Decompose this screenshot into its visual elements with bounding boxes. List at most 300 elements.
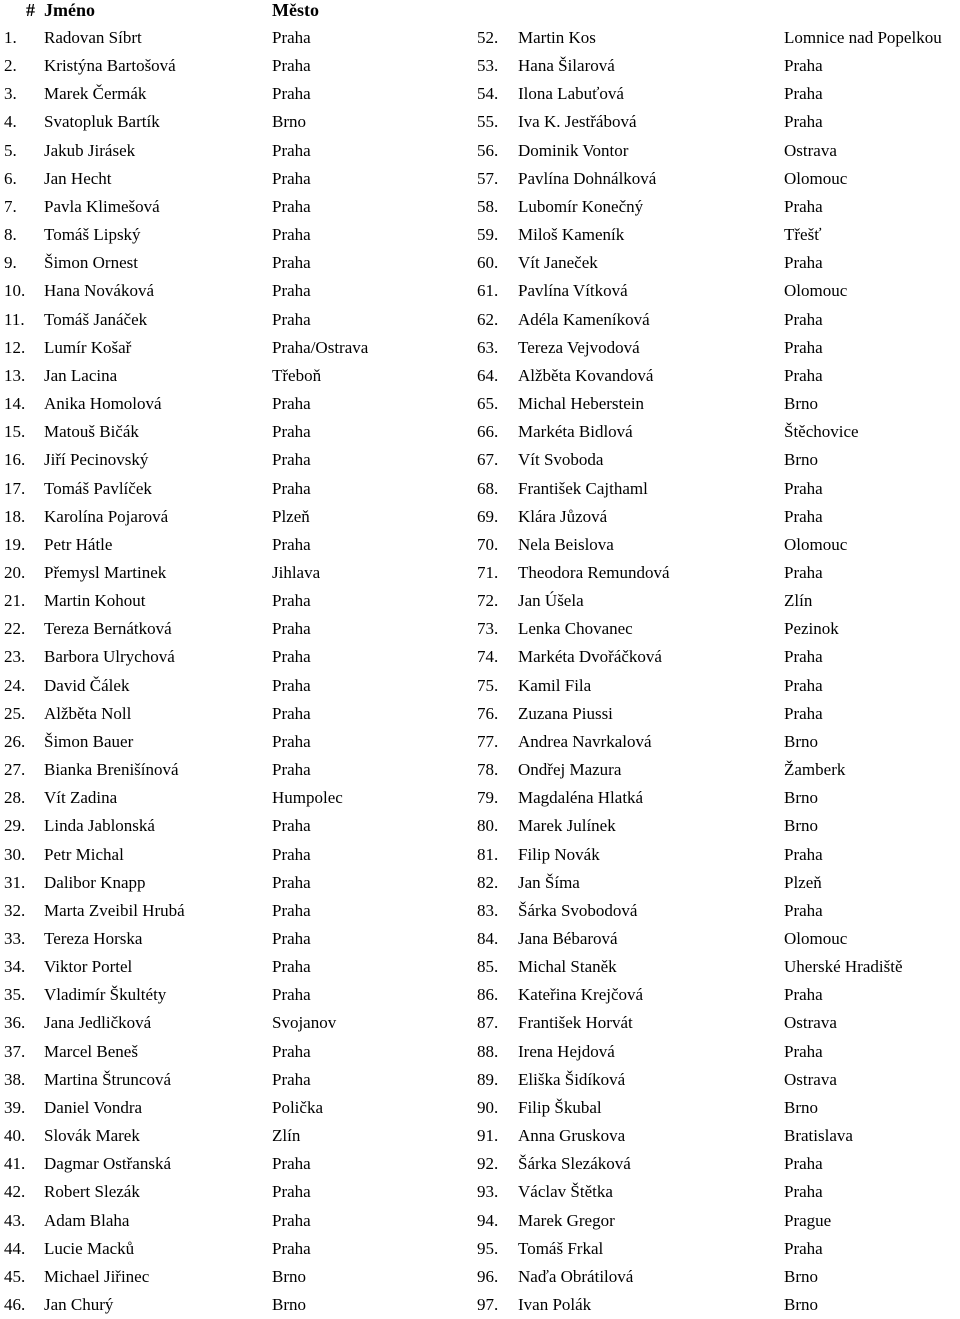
list-item	[0, 1094, 470, 1122]
list-item	[0, 418, 470, 446]
list-item	[474, 108, 960, 136]
list-item	[474, 193, 960, 221]
city-name: Praha	[272, 1069, 311, 1089]
city-name: Praha	[272, 56, 311, 76]
list-item	[0, 277, 470, 305]
person-name: Viktor Portel	[44, 957, 133, 977]
row-number: 45.	[4, 1266, 26, 1286]
city-name: Olomouc	[784, 281, 848, 301]
city-name: Praha	[272, 28, 311, 47]
city-name: Praha	[272, 1041, 311, 1061]
list-item	[474, 221, 960, 249]
list-item	[474, 925, 960, 953]
city-name: Uherské Hradiště	[784, 957, 903, 977]
row-number: 15.	[4, 422, 26, 442]
row-number: 35.	[4, 985, 26, 1005]
person-name: Magdaléna Hlatká	[518, 788, 644, 808]
row-number: 67.	[477, 450, 499, 470]
list-item	[0, 1207, 470, 1235]
row-number: 37.	[4, 1041, 26, 1061]
city-name: Praha	[272, 309, 311, 329]
person-name: Theodora Remundová	[518, 562, 670, 582]
person-name: Petr Hátle	[44, 534, 113, 554]
list-item	[474, 1150, 960, 1178]
city-name: Praha	[784, 478, 823, 498]
row-number: 80.	[477, 816, 499, 836]
list-item	[0, 700, 470, 728]
row-number: 64.	[477, 365, 499, 385]
list-item	[0, 52, 470, 80]
person-name: Ilona Labuťová	[518, 84, 624, 104]
row-number: 9.	[4, 253, 17, 273]
city-name: Praha	[272, 816, 311, 836]
list-item	[474, 728, 960, 756]
person-name: Tereza Bernátková	[44, 619, 172, 639]
city-name: Praha	[784, 1041, 823, 1061]
person-name: Michael Jiřinec	[44, 1266, 150, 1286]
city-name: Praha	[272, 760, 311, 780]
row-number: 68.	[477, 478, 499, 498]
person-name: Tereza Horska	[44, 929, 143, 948]
list-item	[0, 446, 470, 474]
person-name: Pavla Klimešová	[44, 196, 160, 216]
city-name: Praha	[784, 309, 823, 329]
city-name: Pezinok	[784, 619, 839, 639]
header-name: Jméno	[44, 0, 95, 20]
city-name: Praha	[272, 703, 311, 723]
list-item	[0, 784, 470, 812]
city-name: Ostrava	[784, 1069, 837, 1089]
row-number: 87.	[477, 1013, 499, 1033]
row-number: 22.	[4, 619, 26, 639]
row-number: 77.	[477, 731, 499, 751]
city-name: Lomnice nad Popelkou	[784, 28, 942, 47]
person-name: Robert Slezák	[44, 1182, 140, 1202]
person-name: Vít Zadina	[44, 788, 118, 808]
row-number: 52.	[477, 28, 499, 47]
city-name: Olomouc	[784, 929, 848, 948]
city-name: Praha	[272, 1154, 311, 1174]
person-name: Kateřina Krejčová	[518, 985, 644, 1005]
row-number: 39.	[4, 1097, 26, 1117]
row-number: 81.	[477, 844, 499, 864]
list-item	[0, 1038, 470, 1066]
row-number: 3.	[4, 84, 17, 104]
row-number: 78.	[477, 760, 499, 780]
list-item	[474, 306, 960, 334]
city-name: Praha	[272, 450, 311, 470]
city-name: Praha	[272, 929, 311, 948]
row-number: 20.	[4, 562, 26, 582]
list-item	[0, 390, 470, 418]
person-name: Filip Škubal	[518, 1097, 602, 1117]
city-name: Praha	[784, 1182, 823, 1202]
city-name: Humpolec	[272, 788, 343, 808]
city-name: Praha/Ostrava	[272, 337, 369, 357]
city-name: Praha	[272, 478, 311, 498]
city-name: Praha	[784, 703, 823, 723]
list-item	[474, 615, 960, 643]
person-name: Andrea Navrkalová	[518, 731, 652, 751]
list-item	[0, 108, 470, 136]
list-item	[0, 1235, 470, 1263]
list-item	[474, 1235, 960, 1263]
header-number: #	[26, 0, 35, 20]
row-number: 41.	[4, 1154, 26, 1174]
city-name: Žamberk	[784, 760, 846, 780]
row-number: 16.	[4, 450, 26, 470]
list-item	[474, 841, 960, 869]
list-item	[0, 672, 470, 700]
list-item	[474, 475, 960, 503]
person-name: Karolína Pojarová	[44, 506, 169, 526]
city-name: Praha	[272, 84, 311, 104]
list-item	[474, 52, 960, 80]
list-item	[0, 1066, 470, 1094]
row-number: 72.	[477, 591, 499, 611]
row-number: 75.	[477, 675, 499, 695]
list-item	[474, 587, 960, 615]
person-name: Lenka Chovanec	[518, 619, 633, 639]
city-name: Praha	[784, 675, 823, 695]
row-number: 40.	[4, 1126, 26, 1146]
row-number: 74.	[477, 647, 499, 667]
city-name: Praha	[272, 1182, 311, 1202]
person-name: Iva K. Jestřábová	[518, 112, 637, 132]
city-name: Brno	[784, 816, 818, 836]
person-name: Alžběta Noll	[44, 703, 132, 723]
person-name: Lumír Košař	[44, 337, 132, 357]
list-item	[0, 559, 470, 587]
list-item	[474, 80, 960, 108]
list-item	[474, 897, 960, 925]
list-item	[0, 80, 470, 108]
list-item	[474, 1291, 960, 1319]
person-name: Michal Heberstein	[518, 394, 645, 414]
row-number: 57.	[477, 168, 499, 188]
row-number: 88.	[477, 1041, 499, 1061]
list-item	[0, 193, 470, 221]
row-number: 11.	[4, 309, 25, 329]
list-item	[0, 531, 470, 559]
row-number: 25.	[4, 703, 26, 723]
person-name: Svatopluk Bartík	[44, 112, 160, 132]
person-name: Adéla Kameníková	[518, 309, 650, 329]
list-item	[474, 812, 960, 840]
row-number: 4.	[4, 112, 17, 132]
city-name: Štěchovice	[784, 422, 859, 442]
city-name: Praha	[784, 112, 823, 132]
person-name: Filip Novák	[518, 844, 600, 864]
row-number: 19.	[4, 534, 26, 554]
list-item	[474, 1178, 960, 1206]
list-item	[474, 756, 960, 784]
city-name: Praha	[272, 225, 311, 245]
city-name: Praha	[784, 84, 823, 104]
list-item	[474, 784, 960, 812]
city-name: Brno	[784, 1097, 818, 1117]
city-name: Praha	[272, 675, 311, 695]
person-name: Jan Lacina	[44, 365, 118, 385]
person-name: Hana Nováková	[44, 281, 154, 301]
person-name: Petr Michal	[44, 844, 124, 864]
city-name: Praha	[784, 253, 823, 273]
row-number: 33.	[4, 929, 26, 948]
city-name: Praha	[784, 562, 823, 582]
row-number: 92.	[477, 1154, 499, 1174]
row-number: 63.	[477, 337, 499, 357]
person-name: Marta Zveibil Hrubá	[44, 900, 185, 920]
row-number: 26.	[4, 731, 26, 751]
person-name: Vít Janeček	[518, 253, 598, 273]
list-item	[0, 24, 470, 52]
city-name: Polička	[272, 1097, 323, 1117]
list-item	[474, 953, 960, 981]
city-name: Praha	[784, 1238, 823, 1258]
list-item	[0, 1122, 470, 1150]
city-name: Brno	[272, 112, 306, 132]
person-name: Jiří Pecinovský	[44, 450, 149, 470]
list-item	[0, 475, 470, 503]
row-number: 43.	[4, 1210, 26, 1230]
person-name: Václav Štětka	[518, 1182, 613, 1202]
city-name: Praha	[272, 957, 311, 977]
row-number: 69.	[477, 506, 499, 526]
row-number: 90.	[477, 1097, 499, 1117]
list-item	[474, 334, 960, 362]
city-name: Praha	[272, 534, 311, 554]
person-name: Eliška Šidíková	[518, 1069, 626, 1089]
row-number: 71.	[477, 562, 499, 582]
list-item	[474, 249, 960, 277]
person-name: Martin Kos	[518, 28, 596, 47]
city-name: Brno	[784, 1295, 818, 1315]
city-name: Ostrava	[784, 140, 837, 160]
list-item	[0, 925, 470, 953]
row-number: 82.	[477, 872, 499, 892]
person-name: Vít Svoboda	[518, 450, 604, 470]
list-item	[474, 503, 960, 531]
list-item	[0, 334, 470, 362]
row-number: 97.	[477, 1295, 499, 1315]
row-number: 23.	[4, 647, 26, 667]
row-number: 56.	[477, 140, 499, 160]
list-item	[474, 1207, 960, 1235]
person-name: Lucie Macků	[44, 1238, 135, 1258]
city-name: Praha	[272, 731, 311, 751]
list-item	[0, 841, 470, 869]
city-name: Jihlava	[272, 562, 321, 582]
city-name: Praha	[784, 900, 823, 920]
left-column	[0, 24, 470, 1319]
city-name: Prague	[784, 1210, 832, 1230]
row-number: 34.	[4, 957, 26, 977]
person-name: Jan Úšela	[518, 591, 584, 611]
row-number: 65.	[477, 394, 499, 414]
row-number: 89.	[477, 1069, 499, 1089]
person-name: Naďa Obrátilová	[518, 1266, 634, 1286]
person-name: Adam Blaha	[44, 1210, 130, 1230]
person-name: Marcel Beneš	[44, 1041, 138, 1061]
person-name: Tereza Vejvodová	[518, 337, 640, 357]
row-number: 76.	[477, 703, 499, 723]
city-name: Praha	[272, 985, 311, 1005]
person-name: Zuzana Piussi	[518, 703, 613, 723]
list-item	[0, 981, 470, 1009]
row-number: 6.	[4, 168, 17, 188]
list-item	[474, 362, 960, 390]
city-name: Svojanov	[272, 1013, 337, 1033]
row-number: 86.	[477, 985, 499, 1005]
row-number: 17.	[4, 478, 26, 498]
person-name: Marek Gregor	[518, 1210, 615, 1230]
person-name: Slovák Marek	[44, 1126, 140, 1146]
person-name: Jan Churý	[44, 1295, 114, 1315]
person-name: František Cajthaml	[518, 478, 648, 498]
list-item	[0, 503, 470, 531]
list-item	[474, 1009, 960, 1037]
city-name: Olomouc	[784, 534, 848, 554]
list-item	[0, 728, 470, 756]
person-name: Radovan Síbrt	[44, 28, 142, 47]
person-name: Šárka Slezáková	[518, 1154, 631, 1174]
person-name: Irena Hejdová	[518, 1041, 615, 1061]
list-item	[474, 418, 960, 446]
city-name: Praha	[272, 1210, 311, 1230]
row-number: 73.	[477, 619, 499, 639]
list-item	[474, 1038, 960, 1066]
person-name: Barbora Ulrychová	[44, 647, 175, 667]
person-name: Dalibor Knapp	[44, 872, 146, 892]
row-number: 24.	[4, 675, 26, 695]
row-number: 94.	[477, 1210, 499, 1230]
list-item	[474, 700, 960, 728]
list-item	[474, 559, 960, 587]
list-item	[0, 1178, 470, 1206]
city-name: Praha	[784, 506, 823, 526]
person-name: Vladimír Škultéty	[44, 985, 167, 1005]
city-name: Praha	[272, 253, 311, 273]
city-name: Praha	[784, 56, 823, 76]
person-name: Bianka Brenišínová	[44, 760, 179, 780]
person-name: Anna Gruskova	[518, 1126, 626, 1146]
row-number: 1.	[4, 28, 17, 47]
person-name: Anika Homolová	[44, 394, 162, 414]
person-name: Tomáš Frkal	[518, 1238, 604, 1258]
person-name: František Horvát	[518, 1013, 633, 1033]
person-name: Přemysl Martinek	[44, 562, 167, 582]
list-item	[0, 1009, 470, 1037]
person-name: Tomáš Janáček	[44, 309, 148, 329]
person-name: Klára Jůzová	[518, 506, 608, 526]
person-name: Michal Staněk	[518, 957, 617, 977]
list-item	[0, 1150, 470, 1178]
list-item	[474, 1122, 960, 1150]
row-number: 30.	[4, 844, 26, 864]
city-name: Třeboň	[272, 365, 322, 385]
row-number: 10.	[4, 281, 26, 301]
city-name: Praha	[784, 196, 823, 216]
person-name: Markéta Bidlová	[518, 422, 633, 442]
list-item	[474, 869, 960, 897]
row-number: 12.	[4, 337, 26, 357]
city-name: Praha	[272, 281, 311, 301]
city-name: Bratislava	[784, 1126, 853, 1146]
row-number: 28.	[4, 788, 26, 808]
city-name: Praha	[272, 844, 311, 864]
row-number: 44.	[4, 1238, 26, 1258]
list-item	[474, 1263, 960, 1291]
row-number: 84.	[477, 929, 499, 948]
list-item	[474, 643, 960, 671]
person-name: David Čálek	[44, 675, 130, 695]
city-name: Brno	[784, 450, 818, 470]
row-number: 96.	[477, 1266, 499, 1286]
list-item	[474, 390, 960, 418]
city-name: Brno	[272, 1266, 306, 1286]
row-number: 27.	[4, 760, 26, 780]
person-name: Kristýna Bartošová	[44, 56, 176, 76]
person-name: Tomáš Lipský	[44, 225, 141, 245]
row-number: 60.	[477, 253, 499, 273]
row-number: 79.	[477, 788, 499, 808]
person-name: Tomáš Pavlíček	[44, 478, 152, 498]
person-name: Martin Kohout	[44, 591, 146, 611]
city-name: Brno	[784, 1266, 818, 1286]
person-name: Daniel Vondra	[44, 1097, 143, 1117]
list-item	[0, 249, 470, 277]
row-number: 7.	[4, 196, 17, 216]
right-column	[474, 24, 960, 1319]
city-name: Plzeň	[784, 872, 822, 892]
city-name: Praha	[784, 337, 823, 357]
person-name: Linda Jablonská	[44, 816, 155, 836]
list-item	[0, 1291, 470, 1319]
person-name: Markéta Dvořáčková	[518, 647, 662, 667]
list-item	[0, 953, 470, 981]
person-name: Hana Šilarová	[518, 56, 615, 76]
city-name: Praha	[272, 872, 311, 892]
row-number: 18.	[4, 506, 26, 526]
city-name: Praha	[272, 140, 311, 160]
city-name: Praha	[272, 422, 311, 442]
city-name: Praha	[272, 900, 311, 920]
row-number: 29.	[4, 816, 26, 836]
row-number: 61.	[477, 281, 499, 301]
row-number: 55.	[477, 112, 499, 132]
row-number: 93.	[477, 1182, 499, 1202]
list-item	[0, 221, 470, 249]
list-item	[0, 362, 470, 390]
row-number: 8.	[4, 225, 17, 245]
list-item	[474, 981, 960, 1009]
row-number: 58.	[477, 196, 499, 216]
list-item	[0, 1263, 470, 1291]
list-item	[474, 137, 960, 165]
row-number: 14.	[4, 394, 26, 414]
row-number: 53.	[477, 56, 499, 76]
city-name: Brno	[784, 788, 818, 808]
row-number: 66.	[477, 422, 499, 442]
person-name: Ondřej Mazura	[518, 760, 622, 780]
person-name: Jan Šíma	[518, 872, 580, 892]
person-name: Matouš Bičák	[44, 422, 139, 442]
person-name: Marek Julínek	[518, 816, 616, 836]
city-name: Praha	[784, 647, 823, 667]
list-item	[0, 306, 470, 334]
row-number: 85.	[477, 957, 499, 977]
list-item	[0, 869, 470, 897]
